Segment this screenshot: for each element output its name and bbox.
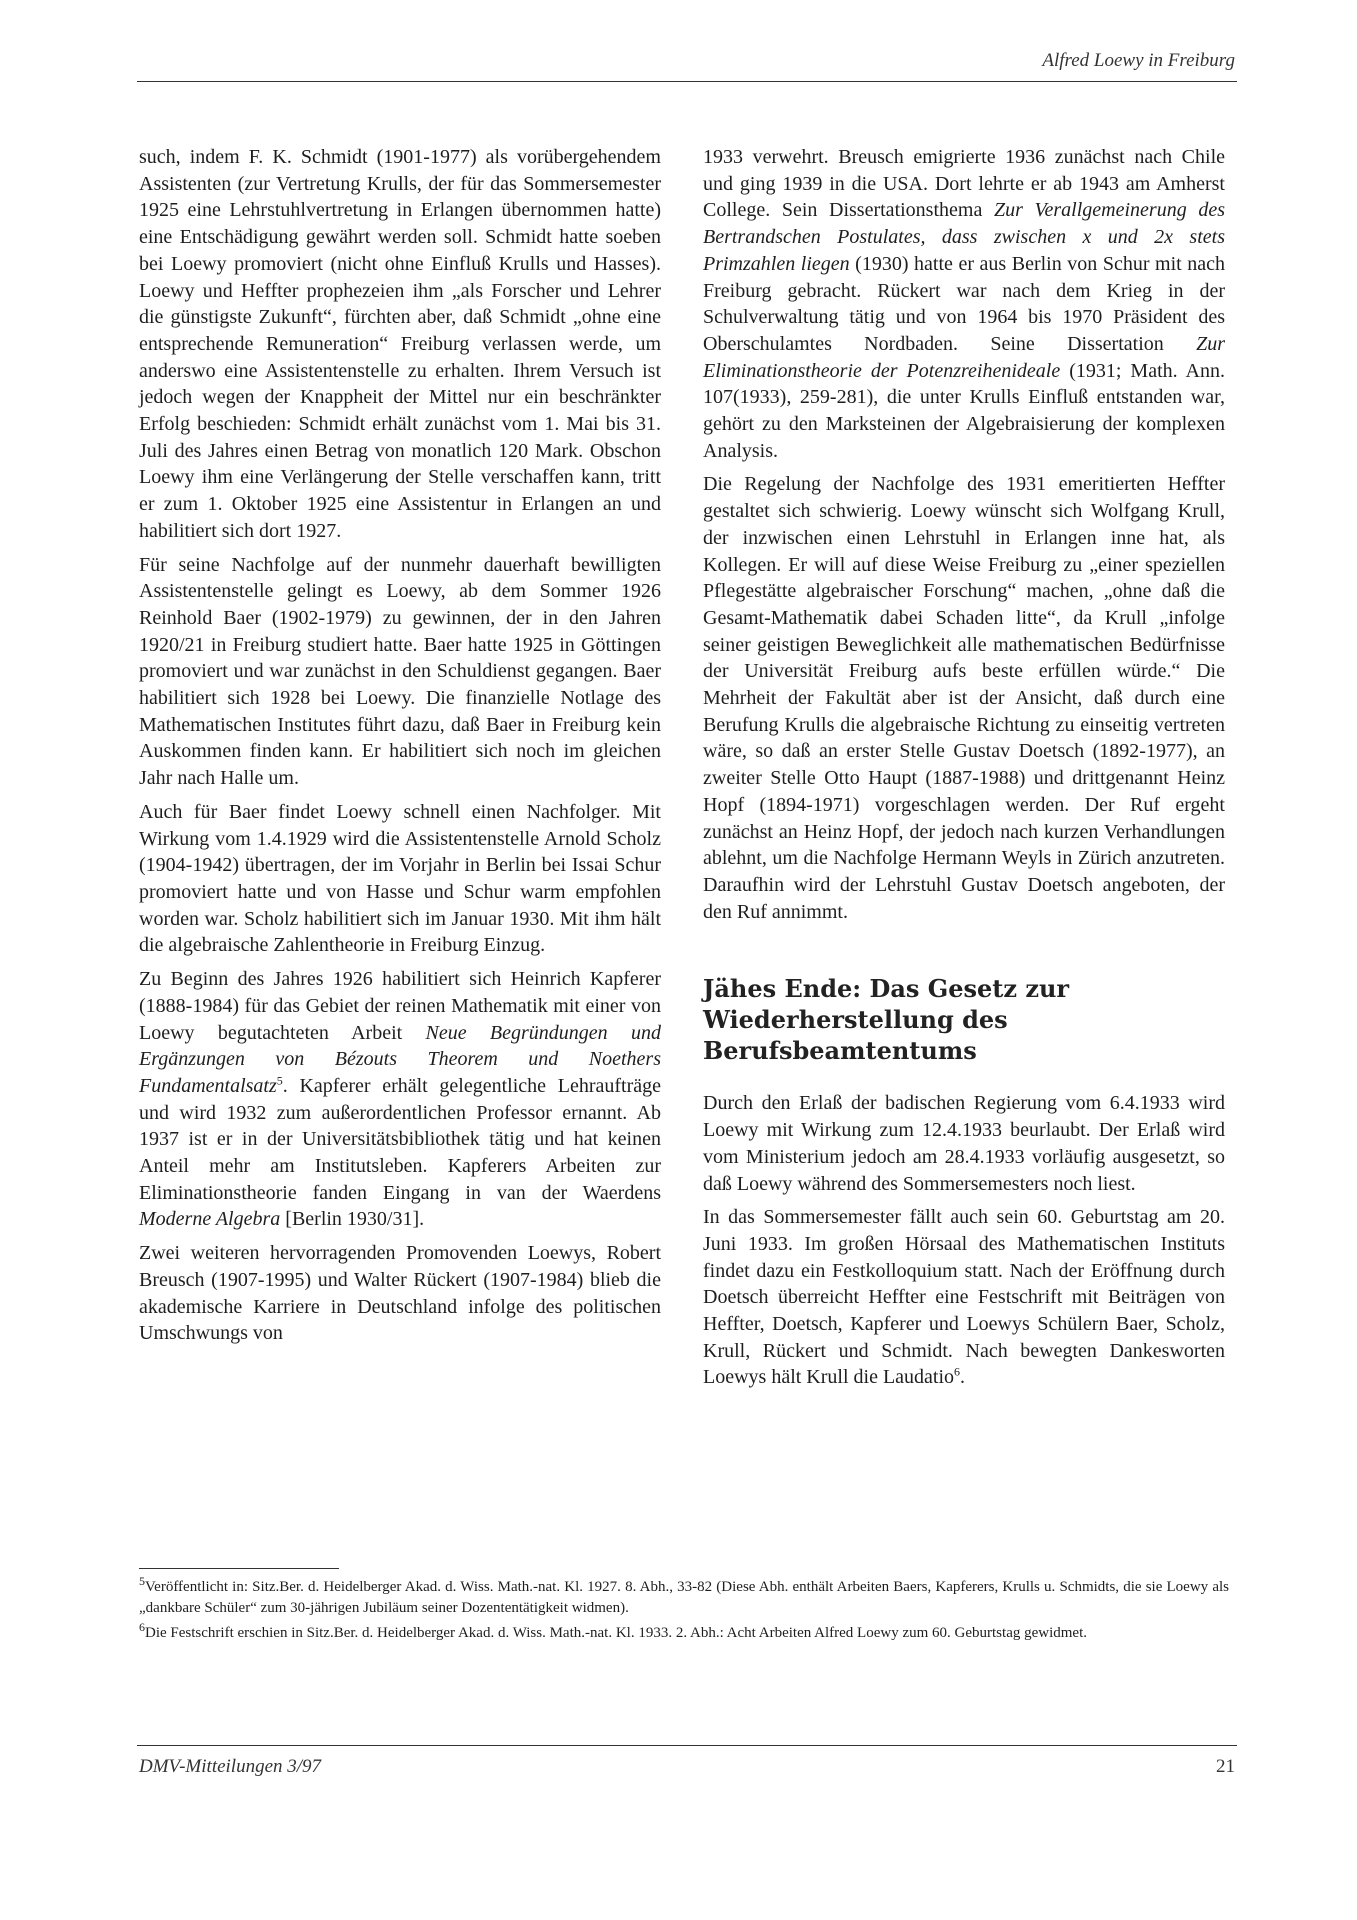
- right-column: [703, 144, 1225, 1398]
- footnote-ref: 5: [276, 1073, 283, 1088]
- footnote: [139, 1574, 1229, 1619]
- footnote-ref: 6: [954, 1364, 961, 1379]
- work-title: Zur Verallgemeinerung des Bertrandschen Postulates, dass zwischen x und 2x stets Primzahlen liegen: [703, 199, 1225, 275]
- text-run: (1930) hatte er aus Berlin von Schur mit nach Freiburg gebracht. Rückert war nach dem Krieg in der Schulverwaltung tätig und von 1964 bis 1970 Präsident des Oberschulamtes Nordbaden. Seine Dissertation: [703, 252, 1225, 355]
- page-number: 21: [1216, 1756, 1235, 1777]
- footnote-text: Veröffentlicht in: Sitz.Ber. d. Heidelberger Akad. d. Wiss. Math.-nat. Kl. 1927. 8. Abh., 33-82 (Diese Abh. enthält Arbeiten Baers, Kapferers, Krulls u. Schmidts, die sie Loewy als „dankbare Schüler“ zum 30-jährigen Jubiläum seiner Dozententätigkeit widmen).: [139, 1579, 1229, 1616]
- footer-rule: [137, 1745, 1237, 1746]
- footnote-text: Die Festschrift erschien in Sitz.Ber. d. Heidelberger Akad. d. Wiss. Math.-nat. Kl. 1933. 2. Abh.: Acht Arbeiten Alfred Loewy zum 60. Geburtstag gewidmet.: [145, 1625, 1087, 1641]
- paragraph: Zwei weiteren hervorragenden Promovenden Loewys, Robert Breusch (1907-1995) und Walter Rückert (1907-1984) blieb die akademische Karriere in Deutschland infolge des politischen Umschwungs von: [139, 1242, 661, 1345]
- paragraph: [703, 144, 1225, 464]
- footnote-mark: 6: [139, 1620, 145, 1634]
- work-title: Neue Begründungen und Ergänzungen von Bézouts Theorem und Noethers Fundamentalsatz: [139, 1021, 661, 1097]
- work-title: Zur Eliminationstheorie der Potenzreihenideale: [703, 332, 1225, 382]
- running-header: Alfred Loewy in Freiburg: [1042, 50, 1235, 71]
- left-column: [139, 144, 661, 1354]
- paragraph: such, indem F. K. Schmidt (1901-1977) als vorübergehendem Assistenten (zur Vertretung Krulls, der für das Sommersemester 1925 eine Lehrstuhlvertretung in Erlangen übernommen hatte) eine Entschädigung gewährt werden soll. Schmidt hatte soeben bei Loewy promoviert (nicht ohne Einfluß Krulls und Hasses). Loewy und Heffter prophezeien ihm „als Forscher und Lehrer die günstigste Zukunft“, fürchten aber, daß Schmidt „ohne eine entsprechende Remuneration“ Freiburg verlassen werde, um anderswo eine Assistentenstelle zu erhalten. Ihrem Versuch ist jedoch wegen der Knappheit der Mittel nur ein beschränkter Erfolg beschieden: Schmidt erhält zunächst vom 1. Mai bis 31. Juli des Jahres einen Betrag von monatlich 120 Mark. Obschon Loewy ihm eine Verlängerung der Stelle verschaffen kann, tritt er zum 1. Oktober 1925 eine Assistentur in Erlangen an und habilitiert sich dort 1927.: [139, 146, 661, 542]
- text-run: [Berlin 1930/31].: [280, 1208, 425, 1231]
- paragraph: Durch den Erlaß der badischen Regierung vom 6.4.1933 wird Loewy mit Wirkung zum 12.4.1933 beurlaubt. Der Erlaß wird vom Ministerium jedoch am 28.4.1933 vorläufig ausgesetzt, so daß Loewy während des Sommersemesters noch liest.: [703, 1092, 1225, 1195]
- book-title: Moderne Algebra: [139, 1208, 281, 1231]
- text-run: (1931; Math. Ann. 107(1933), 259-281), die unter Krulls Einfluß entstanden war, gehört zu den Marksteinen der Algebraisierung der komplexen Analysis.: [703, 359, 1225, 462]
- section-heading: Jähes Ende: Das Gesetz zur Wiederherstellung des Berufsbeamtentums: [703, 974, 1070, 1066]
- text-run: In das Sommersemester fällt auch sein 60. Geburtstag am 20. Juni 1933. Im großen Hörsaal des Mathematischen Instituts findet dazu ein Festkolloquium statt. Nach der Eröffnung durch Doetsch überreicht Heffter eine Festschrift mit Beiträgen von Heffter, Doetsch, Kapferer und Loewys Schülern Baer, Scholz, Krull, Rückert und Schmidt. Nach bewegten Dankesworten Loewys hält Krull die Laudatio: [703, 1206, 1225, 1389]
- text-run: 1933 verwehrt. Breusch emigrierte 1936 zunächst nach Chile und ging 1939 in die USA. Dort lehrte er ab 1943 am Amherst College. Sein Dissertationsthema: [703, 146, 1225, 222]
- text-run: . Kapferer erhält gelegentliche Lehraufträge und wird 1932 zum außerordentlichen Professor ernannt. Ab 1937 ist er in der Universitätsbibliothek tätig und hat keinen Anteil mehr am Institutsleben. Kapferers Arbeiten zur Eliminationstheorie fanden Eingang in van der Waerdens: [139, 1074, 661, 1204]
- header-rule: [137, 81, 1237, 82]
- paragraph: Die Regelung der Nachfolge des 1931 emeritierten Heffter gestaltet sich schwierig. Loewy wünscht sich Wolfgang Krull, der inzwischen einen Lehrstuhl in Erlangen inne hat, als Kollegen. Er will auf diese Weise Freiburg zu „einer speziellen Pflegestätte algebraischer Forschung“ machen, „ohne daß die Gesamt-Mathematik dabei Schaden litte“, da Krull „infolge seiner geistigen Beweglichkeit alle mathematischen Bedürfnisse der Universität Freiburg aufs beste erfüllen würde.“ Die Mehrheit der Fakultät aber ist der Ansicht, daß durch eine Berufung Krulls die algebraische Richtung zu einseitig vertreten wäre, so daß an erster Stelle Gustav Doetsch (1892-1977), an zweiter Stelle Otto Haupt (1887-1988) und drittgenannt Heinz Hopf (1894-1971) vorgeschlagen werden. Der Ruf ergeht zunächst an Heinz Hopf, der jedoch nach kurzen Verhandlungen ablehnt, um die Nachfolge Hermann Weyls in Zürich anzutreten. Daraufhin wird der Lehrstuhl Gustav Doetsch angeboten, der den Ruf annimmt.: [703, 473, 1225, 923]
- journal-name: DMV-Mitteilungen 3/97: [139, 1756, 322, 1777]
- paragraph: [139, 966, 661, 1233]
- paragraph: Auch für Baer findet Loewy schnell einen Nachfolger. Mit Wirkung vom 1.4.1929 wird die Assistentenstelle Arnold Scholz (1904-1942) übertragen, der im Vorjahr in Berlin bei Issai Schur promoviert hatte und von Hasse und Schur warm empfohlen worden war. Scholz habilitiert sich im Januar 1930. Mit ihm hält die algebraische Zahlentheorie in Freiburg Einzug.: [139, 800, 661, 957]
- paragraph: Für seine Nachfolge auf der nunmehr dauerhaft bewilligten Assistentenstelle gelingt es Loewy, ab dem Sommer 1926 Reinhold Baer (1902-1979) zu gewinnen, der in den Jahren 1920/21 in Freiburg studiert hatte. Baer hatte 1925 in Göttingen promoviert und war zunächst in den Schuldienst gegangen. Baer habilitiert sich 1928 bei Loewy. Die finanzielle Notlage des Mathematischen Institutes führt dazu, daß Baer in Freiburg kein Auskommen finden kann. Er habilitiert sich noch im gleichen Jahr nach Halle um.: [139, 553, 661, 790]
- footnote-mark: 5: [139, 1574, 145, 1588]
- footnotes: [139, 1574, 1229, 1648]
- paragraph: [703, 1204, 1225, 1391]
- text-run: Zu Beginn des Jahres 1926 habilitiert sich Heinrich Kapferer (1888-1984) für das Gebiet der reinen Mathematik mit einer von Loewy begutachteten Arbeit: [139, 968, 661, 1044]
- footnote-rule: [139, 1568, 339, 1569]
- text-run: .: [960, 1366, 966, 1389]
- footnote: [139, 1620, 1229, 1644]
